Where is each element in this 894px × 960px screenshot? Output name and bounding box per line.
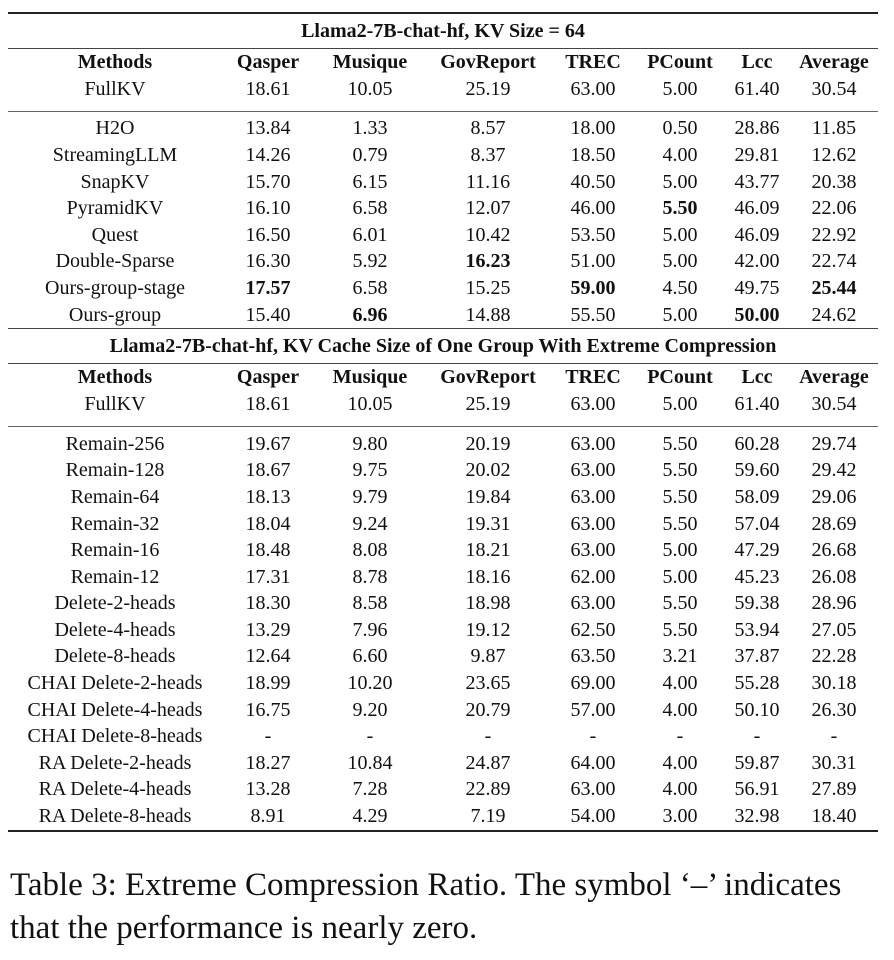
table-cell: 4.00 xyxy=(662,672,698,695)
column-header: Average xyxy=(799,51,869,73)
table-cell: 61.40 xyxy=(734,393,780,416)
method-name: SnapKV xyxy=(80,170,150,193)
table-cell: 17.57 xyxy=(245,276,291,299)
method-name: Double-Sparse xyxy=(55,250,175,273)
table-cell: - xyxy=(264,725,272,748)
table-cell: 18.48 xyxy=(245,539,291,562)
method-name: StreamingLLM xyxy=(52,143,178,166)
table-cell: 15.25 xyxy=(465,276,511,299)
table-cell: 18.99 xyxy=(245,672,291,695)
table-cell: 3.21 xyxy=(662,645,698,668)
table-row xyxy=(8,458,878,485)
table-cell: - xyxy=(484,725,492,748)
method-name: RA Delete-8-heads xyxy=(8,803,222,831)
column-header: PCount xyxy=(647,366,713,389)
table-cell: 8.37 xyxy=(470,143,506,166)
column-header: Musique xyxy=(332,366,408,389)
table-cell: 46.09 xyxy=(734,197,780,220)
table-cell: 5.00 xyxy=(662,393,698,416)
table-cell: 61.40 xyxy=(734,77,780,100)
column-header: TREC xyxy=(565,366,621,389)
table-row xyxy=(8,142,878,169)
table-cell: 9.87 xyxy=(470,645,506,668)
table-cell: - xyxy=(589,725,597,748)
table-cell: 30.18 xyxy=(811,672,857,695)
table-cell: 20.02 xyxy=(465,459,511,482)
column-header: Lcc xyxy=(741,51,773,73)
table-cell: 5.50 xyxy=(662,485,698,508)
table-cell: 30.54 xyxy=(811,393,857,416)
table-row xyxy=(8,511,878,538)
method-name: Ours-group xyxy=(68,303,162,326)
table-row xyxy=(8,697,878,724)
table-cell: 22.92 xyxy=(811,223,857,246)
table-cell: 6.15 xyxy=(352,170,388,193)
table-cell: 24.87 xyxy=(465,751,511,774)
table-cell: 28.96 xyxy=(811,592,857,615)
table-cell: 10.05 xyxy=(347,77,393,100)
divider xyxy=(8,418,878,427)
table-cell: 6.58 xyxy=(352,276,388,299)
table-cell: 63.00 xyxy=(570,393,616,416)
header-row xyxy=(8,364,878,392)
table-row xyxy=(8,169,878,196)
table-cell: 17.31 xyxy=(245,565,291,588)
table-cell: 19.31 xyxy=(465,512,511,535)
divider-row xyxy=(8,418,878,427)
table-cell: 22.28 xyxy=(811,645,857,668)
table-cell: 19.12 xyxy=(465,618,511,641)
table-cell: 59.38 xyxy=(734,592,780,615)
table-cell: 27.89 xyxy=(811,778,857,801)
method-name: CHAI Delete-2-heads xyxy=(27,672,203,695)
results-table xyxy=(8,12,878,832)
method-name: RA Delete-2-heads xyxy=(38,751,192,774)
table-cell: 4.00 xyxy=(662,143,698,166)
method-name: RA Delete-4-heads xyxy=(38,778,192,801)
table-cell: 4.00 xyxy=(662,698,698,721)
column-header: Qasper xyxy=(236,366,300,389)
table-caption: Table 3: Extreme Compression Ratio. The symbol ‘–’ indicates that the performance is nearly zero. xyxy=(10,867,842,946)
column-header: PCount xyxy=(647,51,713,73)
table-cell: 5.92 xyxy=(352,250,388,273)
table-cell: 37.87 xyxy=(734,645,780,668)
table-row xyxy=(8,222,878,249)
table-cell: 6.96 xyxy=(352,303,388,326)
table-cell: 50.10 xyxy=(734,698,780,721)
table-cell: 23.65 xyxy=(465,672,511,695)
table-cell: 25.19 xyxy=(465,77,511,100)
table-cell: 18.27 xyxy=(245,751,291,774)
method-name: H2O xyxy=(95,117,135,140)
table-cell: 11.16 xyxy=(465,170,511,193)
table-cell: 58.09 xyxy=(734,485,780,508)
table-cell: 24.62 xyxy=(811,303,857,326)
section-title: Llama2-7B-chat-hf, KV Cache Size of One Group With Extreme Compression xyxy=(8,329,878,364)
method-name: Remain-128 xyxy=(65,459,165,482)
table-cell: 26.68 xyxy=(811,539,857,562)
table-row xyxy=(8,431,878,458)
section-title-row xyxy=(8,13,878,49)
table-cell: 7.96 xyxy=(352,618,388,641)
method-name: CHAI Delete-8-heads xyxy=(27,725,203,748)
table-cell: 6.01 xyxy=(352,223,388,246)
table-cell: 30.54 xyxy=(811,77,857,100)
table-cell: 16.50 xyxy=(245,223,291,246)
table-cell: 5.00 xyxy=(662,565,698,588)
table-cell: 53.50 xyxy=(570,223,616,246)
table-cell: 12.64 xyxy=(245,645,291,668)
table-cell: 63.50 xyxy=(570,645,616,668)
table-row xyxy=(8,723,878,750)
table-cell: 11.85 xyxy=(811,117,857,140)
table-row xyxy=(8,564,878,591)
table-cell: 63.00 xyxy=(570,778,616,801)
column-header: Musique xyxy=(332,51,408,73)
table-cell: 15.40 xyxy=(245,303,291,326)
table-cell: 5.00 xyxy=(662,223,698,246)
method-name: Delete-8-heads xyxy=(54,645,176,668)
table-cell: 28.69 xyxy=(811,512,857,535)
table-cell: 27.05 xyxy=(811,618,857,641)
table-row xyxy=(8,249,878,276)
column-header: Methods xyxy=(77,51,153,73)
table-cell: 18.40 xyxy=(790,803,878,831)
baseline-row xyxy=(8,76,878,103)
table-cell: 8.08 xyxy=(352,539,388,562)
table-cell: 25.19 xyxy=(465,393,511,416)
table-row xyxy=(8,670,878,697)
table-cell: 69.00 xyxy=(570,672,616,695)
table-row xyxy=(8,537,878,564)
table-cell: 22.89 xyxy=(465,778,511,801)
table-cell: 20.19 xyxy=(465,432,511,455)
table-cell: 9.20 xyxy=(352,698,388,721)
column-header: GovReport xyxy=(440,366,536,389)
table-row xyxy=(8,803,878,831)
table-cell: 29.42 xyxy=(811,459,857,482)
table-cell: 63.00 xyxy=(570,485,616,508)
table-cell: 18.00 xyxy=(570,117,616,140)
table-cell: 5.50 xyxy=(662,618,698,641)
method-name: Quest xyxy=(91,223,139,246)
method-name: Remain-32 xyxy=(70,512,160,535)
table-cell: 29.74 xyxy=(811,432,857,455)
method-name: Delete-2-heads xyxy=(54,592,176,615)
table-cell: 62.50 xyxy=(570,618,616,641)
column-header: Methods xyxy=(77,366,153,389)
table-cell: 10.05 xyxy=(347,393,393,416)
table-cell: 5.50 xyxy=(662,459,698,482)
table-cell: 18.67 xyxy=(245,459,291,482)
table-row xyxy=(8,275,878,302)
table-cell: 6.60 xyxy=(352,645,388,668)
table-cell: 13.29 xyxy=(245,618,291,641)
column-header: GovReport xyxy=(440,51,536,73)
method-name: FullKV xyxy=(84,393,146,416)
table-cell: 26.08 xyxy=(811,565,857,588)
table-cell: 12.07 xyxy=(465,197,511,220)
table-row xyxy=(8,644,878,671)
table-cell: 19.84 xyxy=(465,485,511,508)
table-cell: 62.00 xyxy=(570,565,616,588)
table-row xyxy=(8,302,878,329)
table-cell: 59.00 xyxy=(570,276,616,299)
table-cell: 47.29 xyxy=(734,539,780,562)
table-cell: 19.67 xyxy=(245,432,291,455)
table-cell: 9.24 xyxy=(352,512,388,535)
table-row xyxy=(8,116,878,143)
table-cell: 22.74 xyxy=(811,250,857,273)
table-cell: 18.50 xyxy=(570,143,616,166)
table-cell: 20.38 xyxy=(811,170,857,193)
table-cell: 42.00 xyxy=(734,250,780,273)
table-cell: 10.84 xyxy=(347,751,393,774)
divider-row xyxy=(8,103,878,112)
table-cell: 26.30 xyxy=(811,698,857,721)
table-cell: 9.79 xyxy=(352,485,388,508)
table-cell: 5.00 xyxy=(662,250,698,273)
table-cell: 29.81 xyxy=(734,143,780,166)
table-cell: 32.98 xyxy=(724,803,790,831)
table-cell: 40.50 xyxy=(570,170,616,193)
table-cell: 53.94 xyxy=(734,618,780,641)
table-cell: 18.04 xyxy=(245,512,291,535)
table-row xyxy=(8,777,878,804)
table-cell: 59.60 xyxy=(734,459,780,482)
table-cell: 63.00 xyxy=(570,77,616,100)
table-cell: 18.30 xyxy=(245,592,291,615)
table-cell: 55.28 xyxy=(734,672,780,695)
table-cell: 57.00 xyxy=(570,698,616,721)
header-row xyxy=(8,49,878,77)
method-name: Remain-12 xyxy=(70,565,160,588)
table-cell: - xyxy=(366,725,374,748)
table-cell: 59.87 xyxy=(734,751,780,774)
baseline-row xyxy=(8,391,878,418)
table-cell: 4.00 xyxy=(662,778,698,801)
table-cell: 49.75 xyxy=(734,276,780,299)
table-cell: 8.58 xyxy=(352,592,388,615)
column-header: Qasper xyxy=(236,51,300,73)
table-cell: 57.04 xyxy=(734,512,780,535)
table-cell: 63.00 xyxy=(570,432,616,455)
table-cell: 16.10 xyxy=(245,197,291,220)
table-cell: 9.75 xyxy=(352,459,388,482)
table-cell: 8.57 xyxy=(470,117,506,140)
table-cell: 25.44 xyxy=(811,276,857,299)
table-cell: 56.91 xyxy=(734,778,780,801)
table-cell: 63.00 xyxy=(570,592,616,615)
table-cell: 6.58 xyxy=(352,197,388,220)
table-cell: 9.80 xyxy=(352,432,388,455)
divider xyxy=(8,103,878,112)
table-cell: 46.00 xyxy=(570,197,616,220)
table-cell: 63.00 xyxy=(570,539,616,562)
table-row xyxy=(8,750,878,777)
method-name: PyramidKV xyxy=(66,197,164,220)
table-cell: 18.98 xyxy=(465,592,511,615)
table-cell: 45.23 xyxy=(734,565,780,588)
method-name: Ours-group-stage xyxy=(45,276,185,299)
table-cell: 13.84 xyxy=(245,117,291,140)
table-cell: - xyxy=(676,725,684,748)
method-name: Remain-256 xyxy=(65,432,165,455)
table-cell: 5.50 xyxy=(662,512,698,535)
table-cell: 14.26 xyxy=(245,143,291,166)
method-name: Remain-16 xyxy=(70,539,160,562)
section-title: Llama2-7B-chat-hf, KV Size = 64 xyxy=(8,13,878,49)
table-row xyxy=(8,195,878,222)
table-cell: 13.28 xyxy=(245,778,291,801)
table-cell: 4.29 xyxy=(314,803,426,831)
table-cell: 20.79 xyxy=(465,698,511,721)
table-cell: 5.00 xyxy=(662,77,698,100)
table-cell: 5.50 xyxy=(662,592,698,615)
column-header: Lcc xyxy=(741,366,773,389)
table-cell: 10.42 xyxy=(465,223,511,246)
table-cell: 0.79 xyxy=(352,143,388,166)
table-cell: 4.00 xyxy=(662,751,698,774)
table-cell: 5.50 xyxy=(662,197,698,220)
table-cell: 18.13 xyxy=(245,485,291,508)
method-name: Delete-4-heads xyxy=(54,618,176,641)
table-cell: 64.00 xyxy=(570,751,616,774)
table-cell: 54.00 xyxy=(550,803,636,831)
table-cell: 51.00 xyxy=(570,250,616,273)
table-cell: 60.28 xyxy=(734,432,780,455)
method-name: Remain-64 xyxy=(70,485,160,508)
table-cell: 18.61 xyxy=(245,393,291,416)
table-cell: 30.31 xyxy=(811,751,857,774)
table-cell: 10.20 xyxy=(347,672,393,695)
table-cell: 5.50 xyxy=(662,432,698,455)
table-cell: 43.77 xyxy=(734,170,780,193)
table-cell: 12.62 xyxy=(811,143,857,166)
table-cell: 4.50 xyxy=(662,276,698,299)
table-cell: 28.86 xyxy=(734,117,780,140)
table-cell: 29.06 xyxy=(811,485,857,508)
table-cell: 22.06 xyxy=(811,197,857,220)
table-cell: - xyxy=(830,725,838,748)
table-cell: 16.30 xyxy=(245,250,291,273)
table-cell: 3.00 xyxy=(636,803,724,831)
table-row xyxy=(8,591,878,618)
table-cell: 14.88 xyxy=(465,303,511,326)
table-cell: 8.91 xyxy=(222,803,314,831)
table-cell: 18.61 xyxy=(245,77,291,100)
table-cell: 5.00 xyxy=(662,170,698,193)
section-title-row xyxy=(8,329,878,364)
table-cell: 15.70 xyxy=(245,170,291,193)
method-name: FullKV xyxy=(84,77,146,100)
table-cell: 50.00 xyxy=(734,303,780,326)
table-cell: 55.50 xyxy=(570,303,616,326)
table-cell: 5.00 xyxy=(662,539,698,562)
table-cell: 16.75 xyxy=(245,698,291,721)
column-header: TREC xyxy=(565,51,621,73)
table-cell: 8.78 xyxy=(352,565,388,588)
table-cell: 5.00 xyxy=(662,303,698,326)
table-cell: 16.23 xyxy=(465,250,511,273)
method-name: CHAI Delete-4-heads xyxy=(27,698,203,721)
table-cell: 1.33 xyxy=(352,117,388,140)
table-cell: 0.50 xyxy=(662,117,698,140)
table-cell: - xyxy=(753,725,761,748)
table-cell: 63.00 xyxy=(570,459,616,482)
table-cell: 18.21 xyxy=(465,539,511,562)
table-cell: 63.00 xyxy=(570,512,616,535)
table-cell: 18.16 xyxy=(465,565,511,588)
column-header: Average xyxy=(799,366,869,389)
table-cell: 46.09 xyxy=(734,223,780,246)
table-cell: 7.19 xyxy=(426,803,550,831)
table-cell: 7.28 xyxy=(352,778,388,801)
table-row xyxy=(8,484,878,511)
table-row xyxy=(8,617,878,644)
